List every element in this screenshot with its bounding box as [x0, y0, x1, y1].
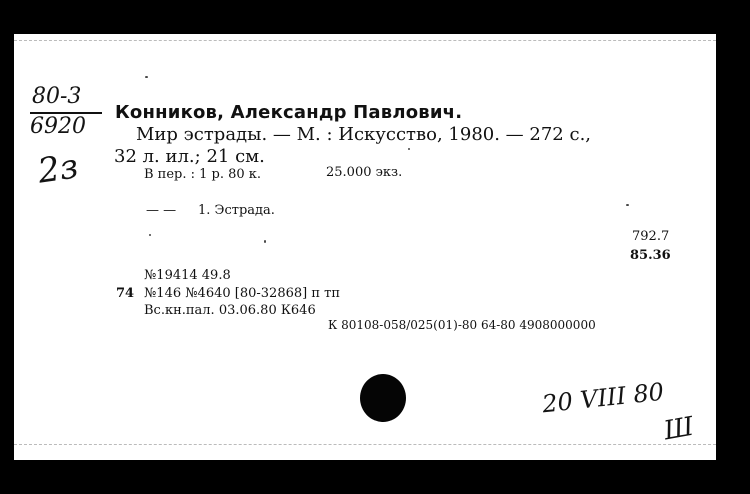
scan-speck [408, 148, 410, 150]
scan-speck [145, 76, 148, 78]
record-line-2: №146 №4640 [80-32868] п тп [144, 286, 340, 301]
catalog-card [14, 34, 716, 460]
class-code-2: 85.36 [630, 248, 671, 263]
title-line-1: Мир эстрады. — М. : Искусство, 1980. — 272 с., [136, 124, 592, 145]
scan-speck [264, 240, 266, 243]
class-code-1: 792.7 [632, 229, 670, 244]
subject-dashes: — — [146, 203, 177, 218]
subject-heading: 1. Эстрада. [198, 203, 275, 218]
record-line-4: К 80108-058/025(01)-80 64-80 4908000000 [328, 318, 596, 332]
scan-speck [626, 204, 629, 206]
call-number-top: 80-3 [32, 84, 82, 109]
price-line: В пер. : 1 р. 80 к. [144, 167, 262, 182]
copies-count: 25.000 экз. [326, 165, 403, 180]
author-heading: Конников, Александр Павлович. [115, 102, 463, 123]
punch-hole [360, 374, 406, 422]
record-line-1: №19414 49.8 [144, 268, 231, 283]
handwritten-signature: Ш [661, 411, 697, 447]
handwritten-mark: 2з [35, 146, 81, 192]
handwritten-date: 20 VIII 80 [540, 377, 666, 419]
call-number-bottom: 6920 [30, 114, 86, 139]
card-bottom-edge [14, 444, 716, 445]
title-line-2: 32 л. ил.; 21 см. [114, 146, 265, 167]
scan-speck [149, 234, 151, 236]
card-top-edge [14, 40, 716, 41]
record-line-3: Вс.кн.пал. 03.06.80 К646 [144, 303, 316, 318]
record-prefix: 74 [116, 286, 135, 301]
